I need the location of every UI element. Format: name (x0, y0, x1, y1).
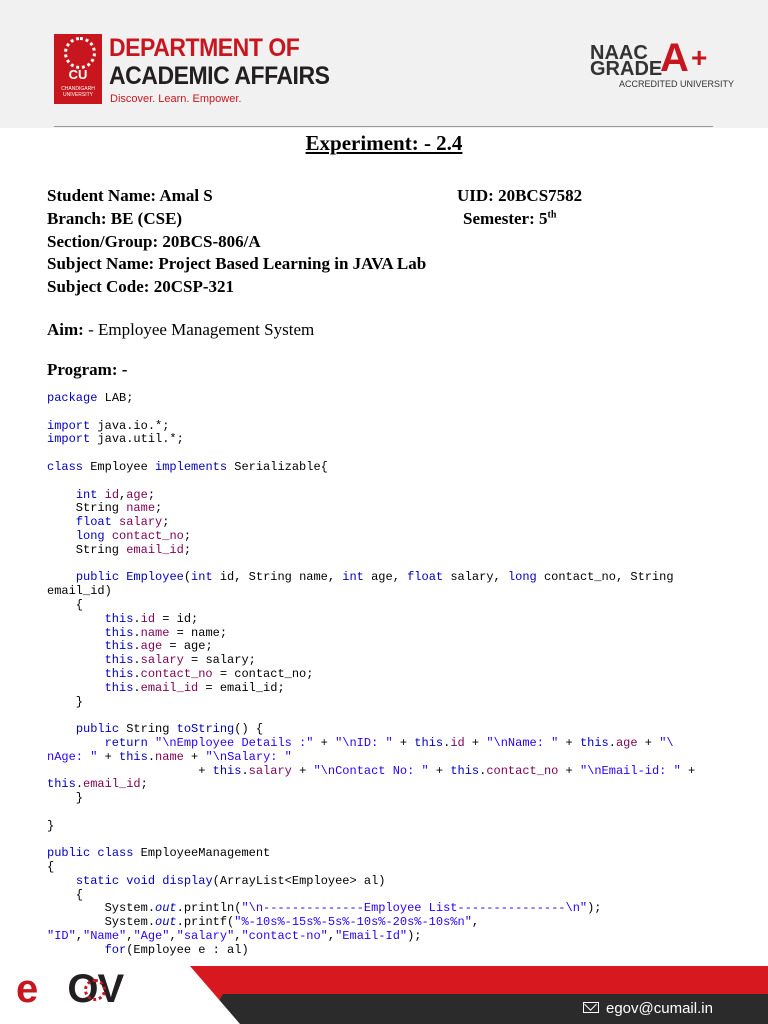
experiment-title: Experiment: - 2.4 (305, 131, 463, 155)
code-token: Serializable{ (227, 459, 328, 474)
code-token: + (558, 763, 580, 778)
code-listing (47, 392, 727, 958)
code-line (47, 420, 727, 434)
code-token: . (608, 735, 616, 750)
semester-suffix: th (547, 209, 557, 221)
code-token: this (119, 749, 148, 764)
subject-code: Subject Code: 20CSP-321 (47, 277, 234, 296)
code-line (47, 709, 727, 723)
code-token: email_id) (47, 584, 112, 599)
code-token: static (75, 873, 120, 888)
code-token: public (47, 846, 91, 861)
code-token: ); (407, 929, 422, 944)
code-token: = id; (155, 611, 199, 626)
code-token: EmployeeManagement (133, 846, 271, 861)
code-token: "\nName: " (486, 735, 559, 750)
code-token: import (47, 432, 91, 447)
code-line (47, 544, 727, 558)
code-token: java.util.*; (90, 432, 184, 447)
department-title (109, 34, 330, 90)
code-token: for (104, 942, 127, 957)
code-token: "\ (659, 735, 674, 750)
code-token: = email_id; (198, 680, 285, 695)
code-token: . (147, 749, 156, 764)
code-line (47, 916, 727, 930)
code-token: return (104, 735, 148, 750)
code-token: int (191, 570, 213, 585)
code-token (47, 667, 105, 681)
code-token: , (126, 929, 134, 944)
code-token: age (126, 487, 148, 502)
code-token (105, 529, 112, 543)
code-token: contact_no (111, 528, 184, 543)
code-line (47, 696, 727, 710)
naac-accredited-text: ACCREDITED UNIVERSITY (619, 79, 735, 89)
code-token (47, 943, 105, 957)
code-line (47, 861, 727, 875)
code-token (47, 626, 105, 640)
code-token: this (104, 625, 134, 640)
code-token: .printf( (176, 915, 235, 930)
code-token (47, 515, 76, 529)
code-token: } (47, 791, 84, 806)
code-token: Employee (126, 570, 184, 585)
code-line (47, 930, 727, 944)
code-token: int (75, 487, 98, 502)
mail-icon (583, 1002, 599, 1013)
code-token: this (104, 680, 134, 695)
code-token: } (47, 694, 84, 709)
code-token: String (47, 542, 127, 557)
code-token: , (75, 929, 84, 944)
code-token: this (47, 777, 76, 792)
code-token (47, 570, 76, 584)
code-token: salary (248, 763, 292, 778)
code-token: age (615, 735, 638, 750)
code-token: id (140, 611, 156, 626)
semester (463, 209, 556, 229)
aim (47, 320, 314, 340)
department-tagline: Discover. Learn. Empower. (110, 93, 242, 105)
code-token: implements (155, 459, 228, 474)
code-line (47, 751, 727, 765)
semester-label: Semester: 5 (463, 209, 548, 228)
student-uid: UID: 20BCS7582 (457, 186, 583, 205)
code-token: float (75, 515, 112, 530)
code-token: toString (176, 722, 235, 737)
code-token (47, 612, 105, 626)
department-title-line2: ACADEMIC AFFAIRS (109, 62, 330, 90)
code-token: + (558, 735, 580, 750)
code-token: , (471, 915, 480, 930)
code-token: } (47, 818, 55, 833)
code-token (47, 736, 105, 750)
code-token: email_id (126, 542, 184, 557)
code-token: { (47, 597, 84, 612)
code-token: + (464, 735, 487, 750)
code-token (47, 488, 76, 502)
code-token: . (133, 680, 141, 695)
code-line (47, 406, 727, 420)
code-token (47, 653, 105, 667)
subject-name: Subject Name: Project Based Learning in JAVA Lab (47, 254, 427, 273)
code-token: "\nEmployee Details :" (155, 735, 314, 750)
code-line (47, 392, 727, 406)
code-token: email_id (83, 777, 141, 792)
code-token: . (133, 611, 141, 626)
code-token: + (183, 749, 206, 764)
code-token: long (75, 528, 105, 543)
code-token: ( (183, 570, 192, 585)
code-token: = contact_no; (212, 666, 314, 681)
code-line (47, 682, 727, 696)
code-token: . (479, 763, 487, 778)
code-token: salary (119, 515, 163, 530)
code-token: this (450, 763, 480, 778)
code-line (47, 944, 727, 958)
code-token: "\nID: " (335, 735, 393, 750)
code-token (47, 874, 76, 888)
code-token (97, 488, 104, 502)
code-token: package (47, 391, 98, 405)
code-token: name (140, 625, 170, 640)
code-token: + (47, 763, 213, 778)
code-line (47, 834, 727, 848)
chandigarh-university-logo (54, 34, 102, 104)
code-token: = salary; (183, 653, 256, 668)
code-token (47, 681, 105, 695)
code-token: "\nSalary: " (205, 749, 292, 764)
code-line (47, 530, 727, 544)
code-token: , (234, 929, 242, 944)
code-token: ); (587, 901, 602, 916)
code-token: = name; (169, 625, 228, 640)
code-token: .println( (176, 901, 242, 916)
aim-label: Aim: (47, 320, 84, 339)
code-token: . (75, 777, 84, 792)
code-token: "\nContact No: " (313, 763, 429, 778)
code-line (47, 640, 727, 654)
section-group: Section/Group: 20BCS-806/A (47, 232, 261, 251)
code-token: "Email-Id" (335, 929, 408, 944)
code-token: void (126, 873, 156, 888)
code-token: age, (363, 570, 408, 585)
code-token: ; (162, 515, 170, 530)
code-token (47, 639, 105, 653)
code-token: + (680, 763, 696, 778)
code-token: "%-10s%-15s%-5s%-10s%-20s%-10s%n" (234, 915, 472, 930)
code-token: + (97, 749, 120, 764)
code-token: id (450, 735, 465, 750)
egov-logo-ov: OV (67, 967, 124, 1011)
code-token: . (133, 625, 141, 640)
code-token: LAB; (97, 391, 134, 405)
code-token: . (133, 666, 141, 681)
code-token: this (104, 653, 134, 668)
code-token: System. (47, 901, 156, 916)
code-token: out (155, 915, 177, 930)
code-token: "Name" (83, 929, 127, 944)
code-line (47, 627, 727, 641)
code-token: String (47, 501, 127, 516)
code-line (47, 765, 727, 779)
code-line (47, 902, 727, 916)
code-line (47, 461, 727, 475)
branch: Branch: BE (CSE) (47, 209, 183, 228)
footer-email: egov@cumail.in (606, 1000, 713, 1017)
code-line (47, 875, 727, 889)
code-line (47, 847, 727, 861)
code-token: name (155, 749, 184, 764)
code-token: , (169, 929, 177, 944)
cu-emblem-icon (64, 37, 96, 69)
code-token: public (75, 570, 120, 585)
code-token: . (241, 763, 249, 778)
code-token: salary, (443, 570, 508, 585)
code-line (47, 489, 727, 503)
code-line (47, 558, 727, 572)
cu-logo-subtext: CHANDIGARH UNIVERSITY (61, 86, 95, 98)
code-line (47, 447, 727, 461)
code-token: age (140, 639, 163, 654)
code-token: ; (155, 501, 163, 516)
naac-grade-plus: + (691, 42, 708, 73)
code-token: . (443, 735, 451, 750)
code-token: id (104, 487, 120, 502)
code-token: import (47, 418, 91, 433)
code-token: java.io.*; (90, 418, 170, 433)
code-token: "Age" (133, 929, 170, 944)
code-token: (ArrayList<Employee> al) (212, 873, 386, 888)
code-line (47, 654, 727, 668)
department-title-line1: DEPARTMENT OF (109, 34, 300, 62)
code-token: id, String name, (212, 570, 343, 585)
code-token: ; (147, 487, 156, 502)
code-token: this (104, 666, 134, 681)
code-token: float (407, 570, 444, 585)
code-line (47, 737, 727, 751)
egov-emblem-icon (84, 979, 106, 1001)
code-token: + (428, 763, 451, 778)
code-token: () { (234, 722, 264, 737)
code-token: class (47, 459, 84, 474)
code-token: + (392, 735, 415, 750)
code-token: Employee (83, 459, 156, 474)
code-line (47, 723, 727, 737)
code-token: . (133, 639, 141, 654)
code-token: contact_no, String (536, 570, 674, 585)
code-token: this (414, 735, 444, 750)
code-line (47, 585, 727, 599)
code-token: "contact-no" (241, 929, 328, 944)
code-line (47, 806, 727, 820)
code-token: email_id (140, 680, 199, 695)
code-token (47, 722, 76, 736)
code-line (47, 599, 727, 613)
code-token: salary (140, 653, 184, 668)
code-token: "salary" (176, 929, 235, 944)
code-token: this (104, 611, 134, 626)
code-token: nAge: " (47, 749, 98, 764)
code-token: ; (140, 777, 148, 792)
header-divider (54, 126, 713, 127)
code-token: + (637, 735, 660, 750)
code-token: String (119, 722, 177, 737)
code-line (47, 571, 727, 585)
program-label: Program: - (47, 360, 128, 379)
code-line (47, 475, 727, 489)
code-token: { (47, 887, 84, 902)
code-line (47, 889, 727, 903)
code-token: { (47, 860, 55, 875)
code-token: (Employee e : al) (126, 942, 249, 957)
code-line (47, 792, 727, 806)
code-token: contact_no (486, 763, 559, 778)
code-token: out (155, 901, 177, 916)
code-token: int (342, 570, 364, 585)
code-token (112, 515, 119, 529)
code-token: "ID" (47, 929, 76, 944)
code-token (47, 529, 76, 543)
code-line (47, 668, 727, 682)
code-token: , (327, 929, 336, 944)
code-token: class (97, 846, 134, 861)
code-token: display (162, 873, 213, 888)
code-line (47, 502, 727, 516)
code-token: ; (183, 528, 192, 543)
page-header (0, 0, 768, 128)
code-token: this (579, 735, 609, 750)
aim-text: - Employee Management System (83, 320, 315, 339)
code-line (47, 516, 727, 530)
student-name: Student Name: Amal S (47, 186, 213, 205)
egov-logo-e: e (16, 967, 38, 1011)
code-token: , (119, 487, 127, 502)
code-token: this (212, 763, 242, 778)
code-line (47, 433, 727, 447)
code-line (47, 820, 727, 834)
naac-label: NAAC (590, 42, 648, 64)
code-token: = age; (162, 639, 213, 654)
code-token: "\n--------------Employee List---------------\n" (241, 901, 588, 916)
code-token: System. (47, 915, 156, 930)
naac-grade-letter: A (660, 36, 689, 80)
egov-logo (16, 967, 123, 1012)
code-token: "\nEmail-id: " (579, 763, 681, 778)
code-token: this (104, 639, 134, 654)
code-token: + (291, 763, 314, 778)
code-token: ; (183, 542, 192, 557)
naac-badge (590, 36, 735, 92)
code-token: . (133, 653, 141, 668)
code-line (47, 778, 727, 792)
code-token: long (507, 570, 537, 585)
naac-grade-label: GRADE (590, 58, 663, 80)
code-token: + (313, 735, 336, 750)
code-token: name (126, 501, 156, 516)
code-token: public (75, 722, 120, 737)
code-token (148, 736, 155, 750)
code-token: contact_no (140, 666, 213, 681)
cu-logo-text: CU (68, 67, 88, 82)
code-line (47, 613, 727, 627)
